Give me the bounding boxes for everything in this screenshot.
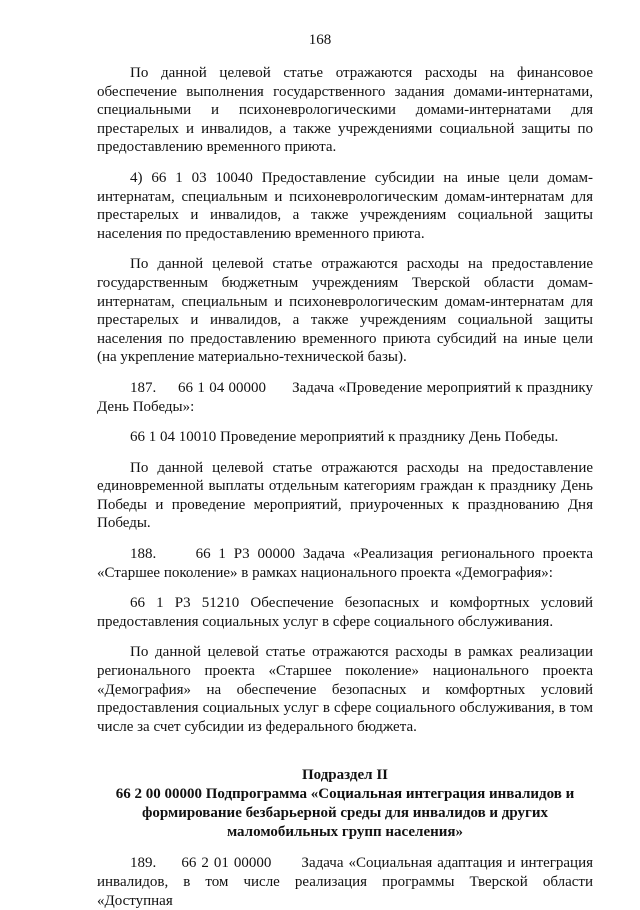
subsection-title-line-3: маломобильных групп населения» xyxy=(226,824,464,841)
subsection-heading xyxy=(97,766,593,842)
document-body xyxy=(97,64,597,910)
paragraph-5: 66 1 04 10010 Проведение мероприятий к празднику День Победы. xyxy=(130,429,559,446)
paragraph-item-187: 187. 66 1 04 00000 Задача «Проведение мероприятий к празднику День Победы»: xyxy=(97,379,597,415)
paragraph-item-189: 189. 66 2 01 00000 Задача «Социальная адаптация и интеграция инвалидов, в том числе реализация программы Тверской области «Доступная xyxy=(97,855,597,909)
paragraph-item-188: 188. 66 1 Р3 00000 Задача «Реализация регионального проекта «Старшее поколение» в рамках национального проекта «Демография»: xyxy=(97,546,597,581)
paragraph-8: 66 1 Р3 51210 Обеспечение безопасных и комфортных условий предоставления социальных услуг в сфере социального обслуживания. xyxy=(97,595,593,630)
subsection-label: Подраздел II xyxy=(301,767,388,784)
paragraph-3: По данной целевой статье отражаются расходы на предоставление государственным бюджетным учреждениям Тверской области домам-интернатам, специальным и психоневрологическим домам-интернатам для престарелых и инвалидов, а также учреждениям социальной защиты населения по предоставлению временного приюта субсидий на иные цели (на укрепление материально-технической базы). xyxy=(97,256,593,366)
subsection-title-line-1: 66 2 00 00000 Подпрограмма «Социальная интеграция инвалидов и xyxy=(115,786,575,803)
paragraph-6: По данной целевой статье отражаются расходы на предоставление единовременной выплаты отдельным категориям граждан к празднику День Победы и проведение мероприятий, приуроченных к празднованию Дня Победы. xyxy=(97,459,593,532)
paragraph-9: По данной целевой статье отражаются расходы в рамках реализации регионального проекта «Старшее поколение» национального проекта «Демография» на обеспечение безопасных и комфортных условий предоставления социальных услуг в сфере социального обслуживания, в том числе за счет субсидии из федерального бюджета. xyxy=(97,644,593,735)
paragraph-1: По данной целевой статье отражаются расходы на финансовое обеспечение выполнения государственного задания домами-интернатами, специальными и психоневрологическими домами-интернатами для престарелых и инвалидов, а также учреждениями социальной защиты по предоставлению временного приюта. xyxy=(97,65,593,156)
subsection-title-line-2: формирование безбарьерной среды для инвалидов и других xyxy=(141,805,548,822)
paragraph-item-4: 4) 66 1 03 10040 Предоставление субсидии на иные цели домам-интернатам, специальным и психоневрологическим домам-интернатам для престарелых и инвалидов, а также учреждениям социальной защиты населения по предоставлению временного приюта. xyxy=(97,169,593,242)
page-number: 168 xyxy=(308,32,332,48)
